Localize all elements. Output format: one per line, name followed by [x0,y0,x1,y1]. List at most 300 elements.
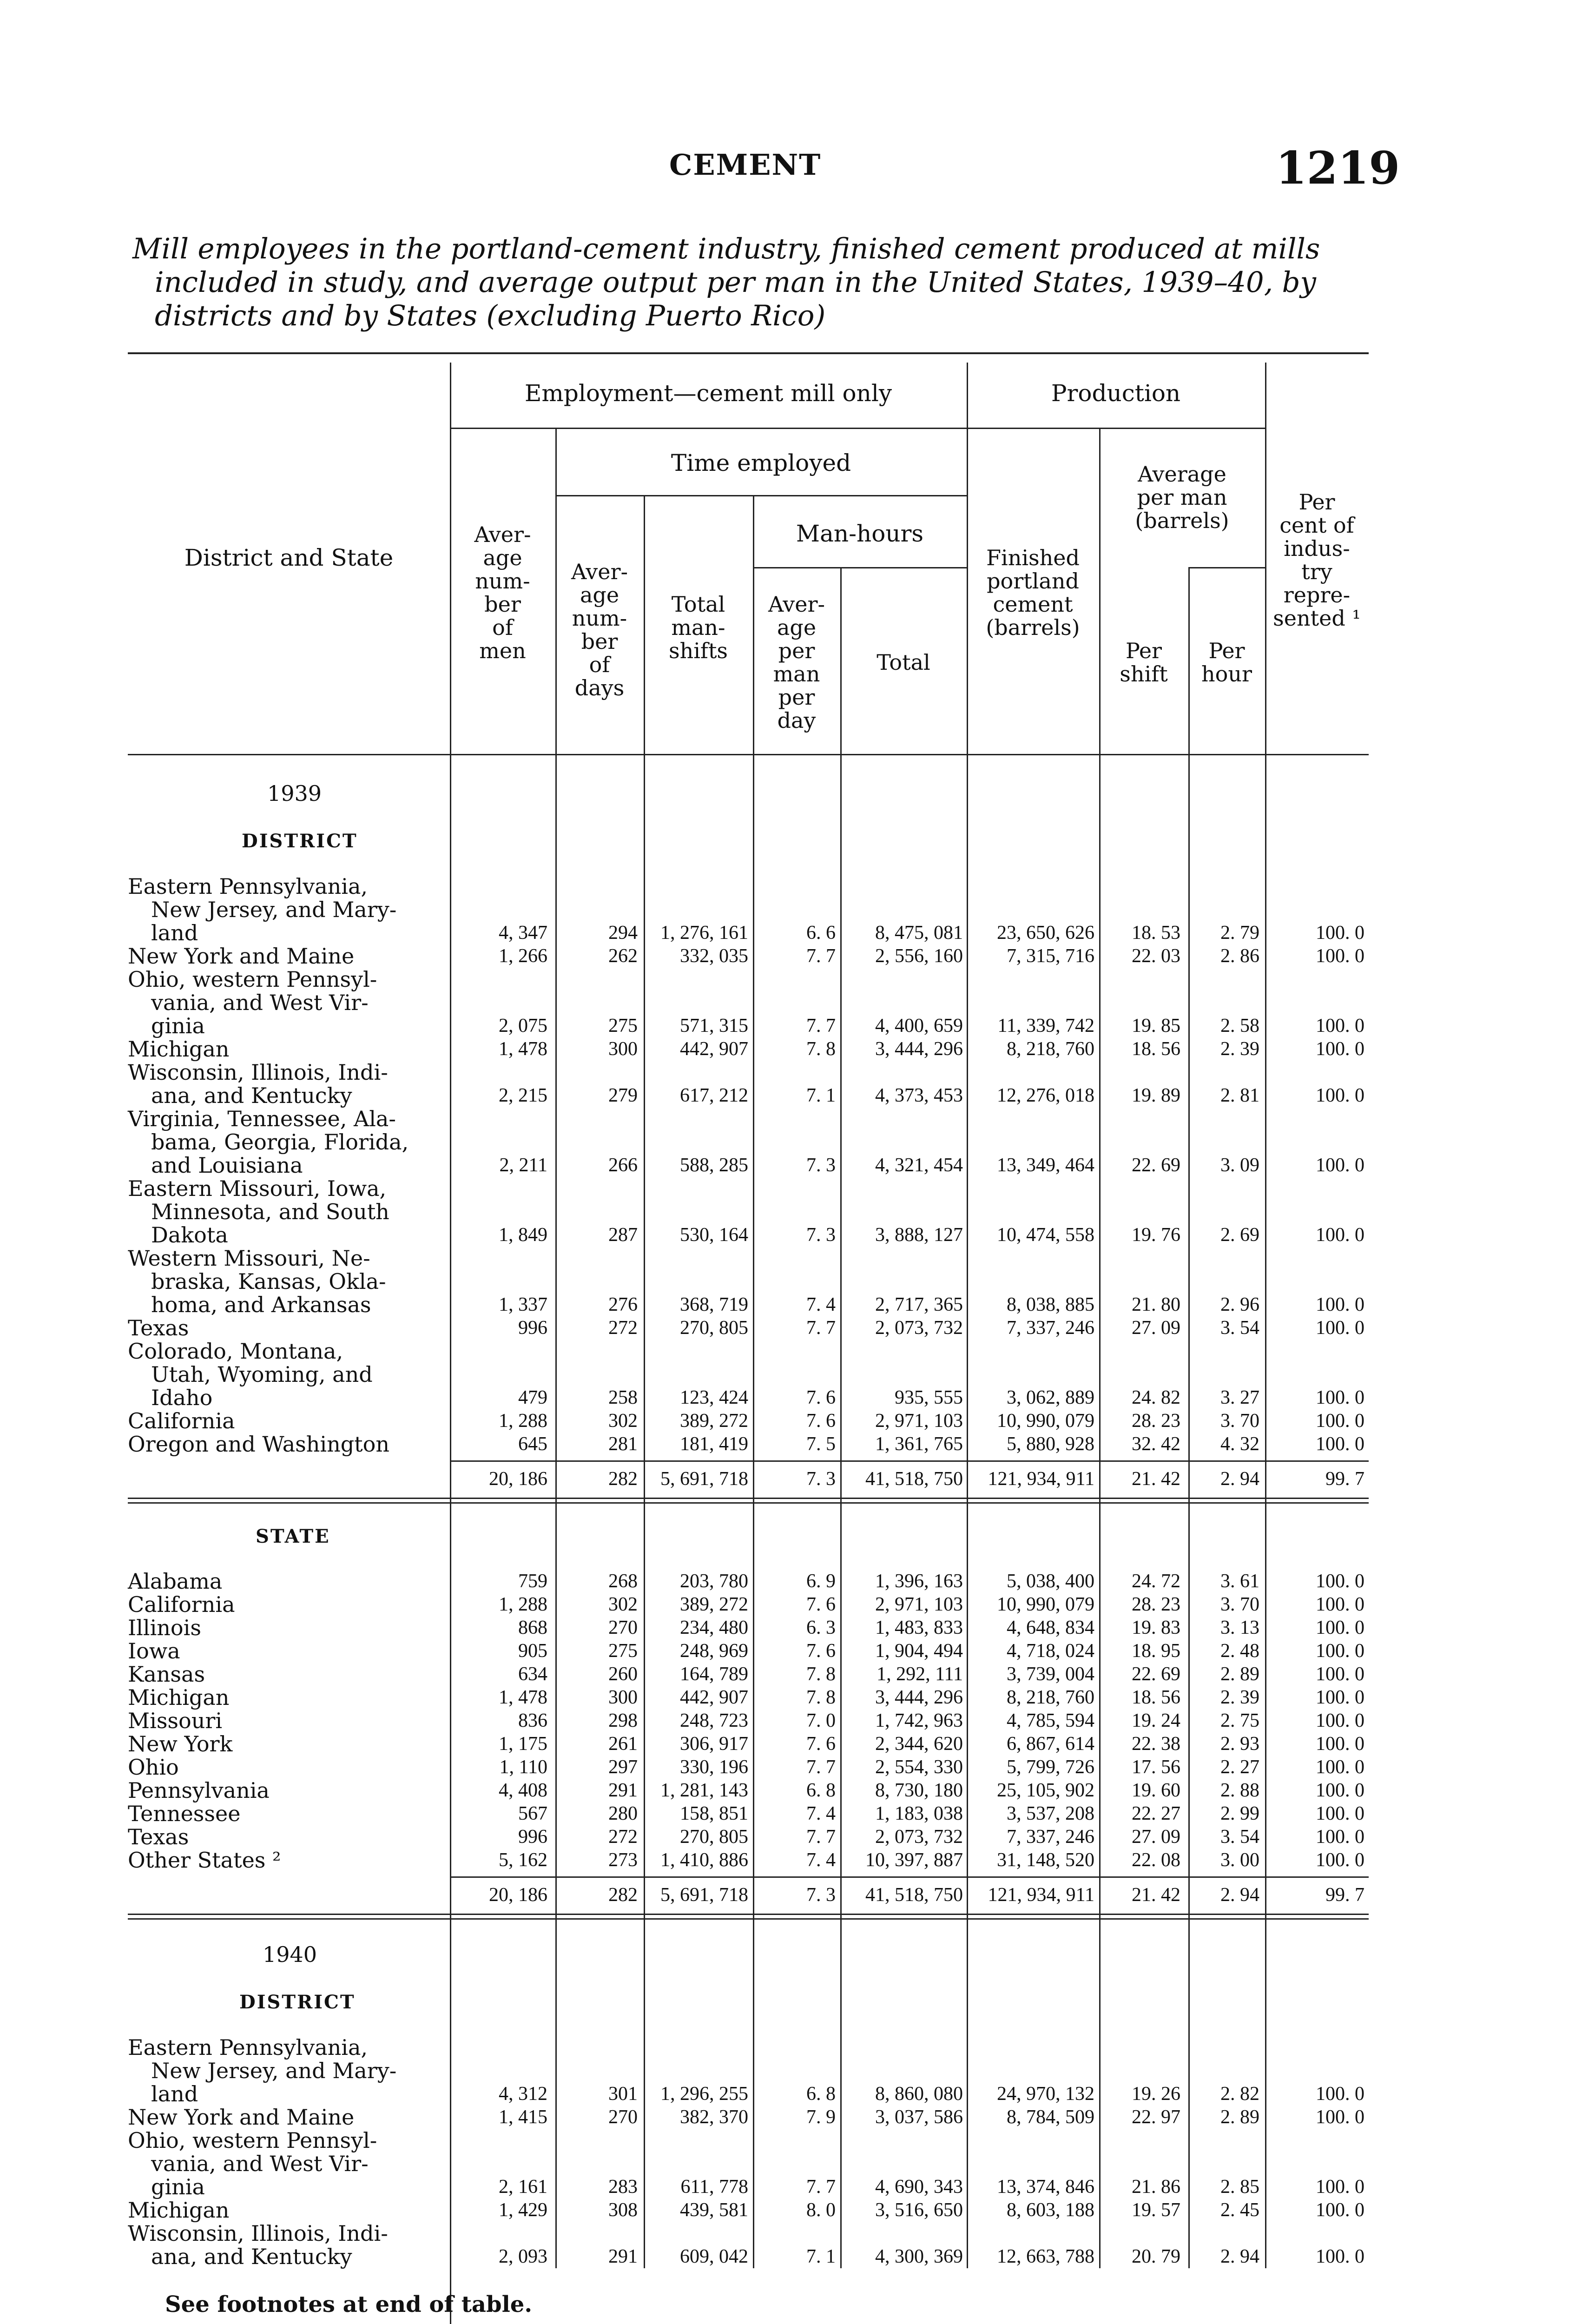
header-finished-cement-line: portland [987,568,1079,594]
district-row-shifts: 439, 581 [680,2199,748,2221]
row-label-line: ana, and Kentucky [151,1083,352,1108]
district-row-cement: 8, 218, 760 [1007,1038,1094,1060]
district-row-pct: 100. 0 [1316,2106,1364,2128]
header-per-shift-line: Per [1125,638,1162,663]
rule-vertical [1265,754,1266,2268]
state-row-cement: 5, 799, 726 [1007,1756,1094,1778]
state-row-shift: 19. 24 [1132,1710,1180,1731]
state-row-cement: 5, 038, 400 [1007,1571,1094,1592]
row-label-line: ana, and Kentucky [151,2244,352,2269]
state-row-cement: 10, 990, 079 [997,1594,1094,1615]
subheading-district: DISTRICT [239,1991,356,2013]
rule-horizontal [128,754,1369,755]
district-row-shift: 22. 69 [1132,1155,1180,1176]
district-row-avg: 7. 1 [806,2246,836,2267]
district-row-pct: 100. 0 [1316,945,1364,967]
district-row-shift: 18. 53 [1132,922,1180,944]
state-row-hours: 2, 073, 732 [875,1826,963,1848]
state-row-men: 868 [518,1617,547,1638]
district-row-avg: 8. 0 [806,2199,836,2221]
district-row-men: 1, 337 [499,1294,547,1315]
state-row-pct: 100. 0 [1316,1571,1364,1592]
district-row-men: 996 [518,1317,547,1339]
state-row-men: 4, 408 [499,1780,547,1801]
state-row-cement: 3, 739, 004 [1007,1664,1094,1685]
district-row-hours: 3, 037, 586 [875,2106,963,2128]
row-label-line: Ohio [128,1755,179,1780]
district-row-pct: 100. 0 [1316,1433,1364,1455]
state-row-shifts: 164, 789 [680,1664,748,1685]
row-label-line: Pennsylvania [128,1778,270,1803]
state-row-pct: 100. 0 [1316,1780,1364,1801]
state-row-men: 759 [518,1571,547,1592]
row-label-line: Missouri [128,1708,223,1733]
state-row-avg: 7. 0 [806,1710,836,1731]
district-row-days: 266 [608,1155,638,1176]
row-label-line: Other States ² [128,1848,281,1873]
header-production-group-line: Production [1051,380,1181,407]
district-row-avg: 7. 6 [806,1410,836,1432]
state-row-label [128,1616,453,1639]
district-row-men: 645 [518,1433,547,1455]
state-row-avg: 7. 6 [806,1594,836,1615]
row-label-line: Colorado, Montana, [128,1339,343,1364]
header-average-hours-per-day-line: man [773,661,820,687]
district-row-cement: 8, 603, 188 [1007,2199,1094,2221]
state-row-avg: 7. 4 [806,1803,836,1824]
caption-line: included in study, and average output per man in the United States, 1939–40, by [155,266,1317,299]
state-row-hour: 2. 93 [1220,1733,1259,1755]
state-row-hours: 8, 730, 180 [875,1780,963,1801]
state-row-shifts: 158, 851 [680,1803,748,1824]
state-row-cement: 4, 648, 834 [1007,1617,1094,1638]
district-row-hours: 2, 971, 103 [875,1410,963,1432]
district-row-men: 4, 312 [499,2083,547,2105]
district-row-pct: 100. 0 [1316,1317,1364,1339]
state-row-hours: 1, 483, 833 [875,1617,963,1638]
district-row-days: 270 [608,2106,638,2128]
row-label-line: vania, and West Vir- [151,990,369,1015]
district-row-hour: 2. 85 [1220,2176,1259,2198]
state-total-shifts: 5, 691, 718 [660,1884,748,1906]
state-row-men: 1, 110 [499,1756,547,1778]
district-row-shift: 27. 09 [1132,1317,1180,1339]
header-average-days-line: ber [581,629,618,654]
district-row-hour: 3. 27 [1220,1387,1259,1408]
header-average-men-line: of [492,615,513,640]
state-row-days: 297 [608,1756,638,1778]
row-label-line: Wisconsin, Illinois, Indi- [128,1060,388,1085]
state-row-label [128,1825,453,1849]
state-row-avg: 7. 4 [806,1849,836,1871]
rule-horizontal [555,495,967,496]
row-label-line: Dakota [151,1222,228,1248]
state-row-pct: 100. 0 [1316,1664,1364,1685]
state-row-hour: 2. 99 [1220,1803,1259,1824]
district-row-shift: 20. 79 [1132,2246,1180,2267]
header-average-per-man-line: per man [1137,485,1227,510]
header-per-shift-line: shift [1120,661,1168,687]
state-row-label [128,1849,453,1872]
state-row-days: 273 [608,1849,638,1871]
header-district-and-state [128,545,450,571]
row-label-line: Eastern Pennsylvania, [128,2035,368,2060]
district-row-shifts: 368, 719 [680,1294,748,1315]
district-row-pct: 100. 0 [1316,1038,1364,1060]
state-row-cement: 6, 867, 614 [1007,1733,1094,1755]
rule-horizontal [753,567,967,568]
header-average-per-man-line: Average [1138,462,1226,487]
state-row-shift: 19. 83 [1132,1617,1180,1638]
district-row-pct: 100. 0 [1316,1224,1364,1246]
district-row-hour: 3. 70 [1220,1410,1259,1432]
district-row-days: 291 [608,2246,638,2267]
district-row-cement: 8, 784, 509 [1007,2106,1094,2128]
district-total-men: 20, 186 [489,1468,547,1490]
district-row-men: 2, 093 [499,2246,547,2267]
header-percent-represented-line: sented ¹ [1273,606,1361,631]
district-row-label [128,1340,453,1409]
header-man-hours [753,521,967,547]
row-label-line: New York and Maine [128,944,355,969]
state-row-days: 298 [608,1710,638,1731]
state-row-shifts: 389, 272 [680,1594,748,1615]
row-label-line: bama, Georgia, Florida, [151,1129,409,1155]
row-label-line: Western Missouri, Ne- [128,1246,370,1271]
row-label-line: Tennessee [128,1801,241,1826]
state-row-days: 270 [608,1617,638,1638]
district-row-shifts: 181, 419 [680,1433,748,1455]
district-row-shifts: 609, 042 [680,2246,748,2267]
header-finished-cement-line: Finished [986,545,1080,570]
rule-horizontal [128,352,1369,354]
state-row-hours: 1, 183, 038 [875,1803,963,1824]
row-label-line: ginia [151,2174,205,2199]
district-row-days: 258 [608,1387,638,1408]
district-row-avg: 7. 7 [806,1317,836,1339]
district-row-men: 1, 415 [499,2106,547,2128]
row-label-line: New Jersey, and Mary- [151,2058,397,2083]
state-row-label [128,1663,453,1686]
row-label-line: Eastern Pennsylvania, [128,874,368,899]
district-row-shifts: 1, 296, 255 [660,2083,748,2105]
state-row-label [128,1802,453,1825]
row-label-line: New York and Maine [128,2105,355,2130]
district-row-shifts: 270, 805 [680,1317,748,1339]
district-row-hours: 8, 860, 080 [875,2083,963,2105]
district-row-pct: 100. 0 [1316,1410,1364,1432]
district-row-label [128,2222,453,2268]
district-row-shift: 22. 03 [1132,945,1180,967]
district-row-days: 301 [608,2083,638,2105]
district-row-days: 308 [608,2199,638,2221]
district-row-shift: 28. 23 [1132,1410,1180,1432]
rule-vertical [967,754,968,2268]
district-row-avg: 7. 5 [806,1433,836,1455]
header-average-men-line: ber [484,592,521,617]
header-average-men-line: age [483,545,522,570]
district-row-avg: 7. 7 [806,1015,836,1037]
district-row-cement: 24, 970, 132 [997,2083,1094,2105]
rule-vertical [644,754,645,2268]
district-row-hours: 2, 556, 160 [875,945,963,967]
district-row-hour: 4. 32 [1220,1433,1259,1455]
header-average-days-line: of [589,652,610,677]
district-total-pct: 99. 7 [1325,1468,1364,1490]
state-row-pct: 100. 0 [1316,1849,1364,1871]
year-heading-1940: 1940 [263,1942,317,1967]
header-total-man-shifts-line: Total [671,592,725,617]
row-label-line: Utah, Wyoming, and [151,1362,373,1387]
state-row-hours: 10, 397, 887 [865,1849,963,1871]
state-row-shifts: 248, 969 [680,1640,748,1662]
row-label-line: Michigan [128,2198,230,2223]
district-row-pct: 100. 0 [1316,1387,1364,1408]
rule-horizontal [1188,567,1265,568]
district-row-cement: 10, 474, 558 [997,1224,1094,1246]
state-row-cement: 25, 105, 902 [997,1780,1094,1801]
state-row-hour: 2. 48 [1220,1640,1259,1662]
state-row-hour: 2. 89 [1220,1664,1259,1685]
header-finished-cement [967,546,1099,639]
rule-horizontal [128,1918,1369,1920]
district-row-cement: 11, 339, 742 [997,1015,1094,1037]
district-row-hours: 4, 373, 453 [875,1085,963,1106]
district-row-shifts: 588, 285 [680,1155,748,1176]
rule-horizontal [450,1876,1369,1878]
state-row-men: 5, 162 [499,1849,547,1871]
district-row-men: 479 [518,1387,547,1408]
rule-vertical [840,754,842,2268]
header-average-men-line: num- [475,568,530,594]
state-row-label [128,1779,453,1802]
state-row-hours: 2, 554, 330 [875,1756,963,1778]
state-row-shifts: 330, 196 [680,1756,748,1778]
row-label-line: New York [128,1731,233,1756]
district-row-avg: 6. 8 [806,2083,836,2105]
state-row-hour: 2. 39 [1220,1687,1259,1708]
header-total-man-shifts-line: man- [671,615,725,640]
district-row-days: 283 [608,2176,638,2198]
district-row-label [128,2199,453,2222]
state-row-shift: 18. 56 [1132,1687,1180,1708]
district-row-shift: 32. 42 [1132,1433,1180,1455]
district-row-shift: 18. 56 [1132,1038,1180,1060]
header-average-days [555,560,644,700]
header-total-man-shifts [644,593,753,662]
state-row-hours: 2, 971, 103 [875,1594,963,1615]
row-label-line: Oregon and Washington [128,1432,389,1457]
district-row-hour: 2. 96 [1220,1294,1259,1315]
state-row-hour: 3. 61 [1220,1571,1259,1592]
district-row-label [128,1316,453,1340]
row-label-line: Ohio, western Pennsyl- [128,967,377,992]
header-average-hours-per-day-line: per [778,685,815,710]
district-row-pct: 100. 0 [1316,2083,1364,2105]
row-label-line: Idaho [151,1385,213,1410]
row-label-line: Michigan [128,1037,230,1062]
district-row-label [128,944,453,968]
district-row-days: 294 [608,922,638,944]
row-label-line: Alabama [128,1569,223,1594]
district-row-hours: 4, 690, 343 [875,2176,963,2198]
state-row-shifts: 203, 780 [680,1571,748,1592]
district-row-cement: 5, 880, 928 [1007,1433,1094,1455]
state-row-men: 634 [518,1664,547,1685]
state-total-shift: 21. 42 [1132,1884,1180,1906]
district-row-hours: 4, 321, 454 [875,1155,963,1176]
district-row-pct: 100. 0 [1316,2246,1364,2267]
district-row-hour: 2. 81 [1220,1085,1259,1106]
header-employment-group-line: Employment—cement mill only [524,380,892,407]
header-total-man-shifts-line: shifts [668,638,728,663]
state-row-shifts: 442, 907 [680,1687,748,1708]
district-row-label [128,875,453,944]
header-total-man-hours [840,651,967,674]
district-row-hours: 3, 444, 296 [875,1038,963,1060]
district-row-label [128,2036,453,2106]
district-row-avg: 7. 3 [806,1155,836,1176]
header-per-hour [1188,639,1265,686]
row-label-line: Kansas [128,1662,205,1687]
header-employment-group [450,380,967,406]
header-average-men-line: men [479,638,526,663]
district-row-pct: 100. 0 [1316,2176,1364,2198]
state-row-hour: 3. 13 [1220,1617,1259,1638]
district-row-cement: 7, 337, 246 [1007,1317,1094,1339]
district-row-cement: 13, 374, 846 [997,2176,1094,2198]
state-row-pct: 100. 0 [1316,1733,1364,1755]
state-row-pct: 100. 0 [1316,1640,1364,1662]
district-row-men: 1, 288 [499,1410,547,1432]
state-row-avg: 6. 9 [806,1571,836,1592]
district-row-shifts: 332, 035 [680,945,748,967]
state-row-men: 1, 175 [499,1733,547,1755]
district-row-days: 275 [608,1015,638,1037]
header-per-hour-line: Per [1208,638,1245,663]
district-total-hour: 2. 94 [1220,1468,1259,1490]
rule-vertical [1188,754,1190,2268]
district-row-men: 4, 347 [499,922,547,944]
district-row-cement: 12, 663, 788 [997,2246,1094,2267]
state-row-shift: 22. 08 [1132,1849,1180,1871]
header-average-days-line: num- [572,606,627,631]
district-row-days: 300 [608,1038,638,1060]
row-label-line: and Louisiana [151,1153,303,1178]
header-man-hours-line: Man-hours [796,520,924,547]
state-row-days: 261 [608,1733,638,1755]
district-row-shifts: 382, 370 [680,2106,748,2128]
row-label-line: Texas [128,1315,189,1340]
state-row-shifts: 1, 410, 886 [660,1849,748,1871]
header-average-men-line: Aver- [474,522,531,547]
district-total-shifts: 5, 691, 718 [660,1468,748,1490]
header-finished-cement-line: cement [993,592,1073,617]
row-label-line: Virginia, Tennessee, Ala- [128,1106,396,1131]
row-label-line: ginia [151,1013,205,1038]
state-row-hours: 1, 742, 963 [875,1710,963,1731]
district-row-label [128,1247,453,1316]
row-label-line: Illinois [128,1615,201,1640]
state-row-days: 291 [608,1780,638,1801]
district-row-cement: 23, 650, 626 [997,922,1094,944]
state-row-shift: 28. 23 [1132,1594,1180,1615]
state-row-shift: 17. 56 [1132,1756,1180,1778]
state-row-shifts: 306, 917 [680,1733,748,1755]
district-row-cement: 13, 349, 464 [997,1155,1094,1176]
district-row-avg: 7. 8 [806,1038,836,1060]
row-label-line: Ohio, western Pennsyl- [128,2128,377,2153]
state-row-label [128,1686,453,1709]
district-row-hours: 8, 475, 081 [875,922,963,944]
state-row-pct: 100. 0 [1316,1710,1364,1731]
district-row-shifts: 442, 907 [680,1038,748,1060]
district-total-hours: 41, 518, 750 [865,1468,963,1490]
district-row-avg: 7. 1 [806,1085,836,1106]
state-row-men: 905 [518,1640,547,1662]
state-row-cement: 7, 337, 246 [1007,1826,1094,1848]
header-average-hours-per-day-line: age [777,615,817,640]
district-row-pct: 100. 0 [1316,1155,1364,1176]
state-row-days: 260 [608,1664,638,1685]
state-row-label [128,1570,453,1593]
state-row-avg: 6. 8 [806,1780,836,1801]
rule-vertical [1099,754,1101,2268]
state-row-label [128,1709,453,1732]
district-row-pct: 100. 0 [1316,2199,1364,2221]
district-row-shift: 19. 57 [1132,2199,1180,2221]
rule-vertical [753,754,754,2268]
district-row-shifts: 123, 424 [680,1387,748,1408]
state-row-shifts: 234, 480 [680,1617,748,1638]
district-row-hour: 2. 79 [1220,922,1259,944]
state-row-hour: 2. 27 [1220,1756,1259,1778]
row-label-line: Minnesota, and South [151,1199,389,1224]
header-average-hours-per-day-line: day [777,708,816,733]
row-label-line: Eastern Missouri, Iowa, [128,1176,387,1201]
state-row-pct: 100. 0 [1316,1594,1364,1615]
rule-horizontal [128,1914,1369,1915]
district-row-avg: 6. 6 [806,922,836,944]
row-label-line: New Jersey, and Mary- [151,897,397,922]
district-row-hours: 4, 400, 659 [875,1015,963,1037]
district-row-shift: 19. 85 [1132,1015,1180,1037]
header-production-group [967,380,1265,406]
state-row-hours: 1, 396, 163 [875,1571,963,1592]
district-row-hour: 2. 89 [1220,2106,1259,2128]
state-row-days: 300 [608,1687,638,1708]
district-row-shifts: 530, 164 [680,1224,748,1246]
header-per-shift [1099,639,1188,686]
row-label-line: homa, and Arkansas [151,1292,371,1317]
header-percent-represented-line: indus- [1284,536,1350,561]
district-row-avg: 7. 7 [806,2176,836,2198]
state-row-label [128,1639,453,1663]
state-row-shift: 24. 72 [1132,1571,1180,1592]
state-row-label [128,1732,453,1756]
district-row-label [128,2106,453,2129]
district-row-men: 1, 429 [499,2199,547,2221]
district-row-shift: 22. 97 [1132,2106,1180,2128]
rule-horizontal [128,1498,1369,1499]
rule-horizontal [128,1502,1369,1504]
row-label-line: vania, and West Vir- [151,2151,369,2176]
district-row-days: 302 [608,1410,638,1432]
state-row-days: 302 [608,1594,638,1615]
running-head-title: CEMENT [669,148,822,182]
state-total-cement: 121, 934, 911 [988,1884,1094,1906]
state-row-shift: 19. 60 [1132,1780,1180,1801]
